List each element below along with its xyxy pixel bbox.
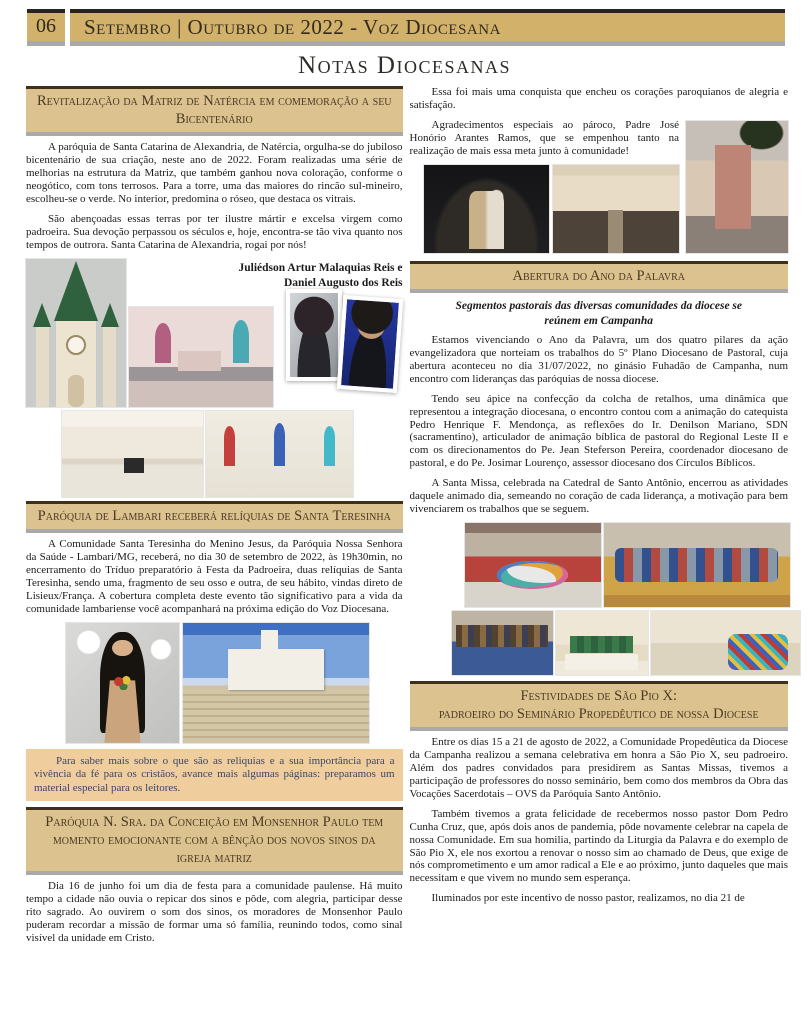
paragraph-sinos-cont-1: Essa foi mais uma conquista que encheu os corações paroquianos de alegria e satisfação.: [409, 86, 788, 111]
headline-sao-pio-x-line2: padroeiro do Seminário Propedêutico de nossa Diocese: [438, 705, 759, 722]
headline-sao-pio-x: [410, 681, 789, 731]
photo-stained-glass-wall: [206, 411, 353, 497]
paragraph-natercia-2: São abençoadas essas terras por ter ilustre mártir e excelsa virgem como padroeira. Sua devoção perpassou os séculos e, hoje, encontra-se tão viva quanto nos tempos de outrora. Santa Catarina de Alexandria, rogai por nós!: [26, 212, 403, 251]
left-column: [26, 84, 403, 952]
right-column: [410, 84, 789, 952]
photo-night-celebration-priests: [424, 165, 549, 253]
page-number: 06: [27, 9, 65, 46]
paragraph-lambari-1: A Comunidade Santa Teresinha do Menino Jesus, da Paróquia Nossa Senhora da Saúde - Lambari/MG, receberá, no dia 30 de setembro de 2022, às 19h30min, no encerramento do Tríduo preparatório à Festa da Padroeira, duas relíquias de Santa Teresinha, sendo uma, fragmento de seu osso e outra, de seu hábito, vindas direto de Lisieux/França. A cobertura completa deste evento tão significativo para a vida da comunidade lambariense você acompanhará na próxima edição do Voz Diocesana.: [26, 538, 403, 615]
photo-chapel-interior-pink: [129, 307, 273, 407]
edition-title: Setembro | Outubro de 2022 - Voz Diocesana: [70, 9, 785, 46]
sinos-continuation-block: [410, 119, 789, 259]
paragraph-natercia-1: A paróquia de Santa Catarina de Alexandria, de Natércia, orgulha-se do jubiloso bicentenário de sua criação, neste ano de 2022. Foram realizadas uma série de melhorias na estrutura da Matriz, que também ganhou nova coloração, conforme o neogótico, com tons terrosos. Para a torre, uma das maiores do rincão sul-mineiro, escolheu-se o verde. No interior, predomina o róseo, que destaca os vitrais.: [26, 141, 403, 205]
photo-portrait-daniel: [337, 295, 403, 393]
headline-ano-da-palavra: Abertura do Ano da Palavra: [410, 261, 789, 294]
photo-collage-natercia: [26, 259, 403, 499]
byline-line-1: Juliédson Artur Malaquias Reis e: [238, 261, 403, 274]
paragraph-palavra-3: A Santa Missa, celebrada na Catedral de Santo Antônio, encerrou as atividades daquele animado dia, semeando no coração de cada liderança, a motivação para bem vivenciarem os trabalhos que se seguem.: [409, 477, 788, 515]
photo-collage-ano-da-palavra: [410, 523, 789, 675]
paragraph-piox-3: Iluminados por este incentivo de nosso pastor, realizamos, no dia 21 de: [431, 892, 745, 905]
paragraph-palavra-2: Tendo seu ápice na confecção da colcha de retalhos, uma dinâmica que representou a integração diocesana, o encontro contou com a animação do catequista Pedro Henrique F. Mendonça, as reflexões do Ir. Denilson Mariano, SDN (sacramentino), articulador de animação bíblica de pastoral do Regional Leste II e com os direcionamentos do Pe. Jean Steferson Pereira, coordenador diocesano de pastoral, e do Pe. Josimar Lourenço, assessor diocesano dos Círculos Bíblicos.: [409, 392, 788, 470]
headline-lambari: Paróquia de Lambari receberá relíquias de Santa Teresinha: [26, 501, 403, 534]
photo-portrait-juliedson: [286, 289, 342, 381]
paragraph-palavra-1: Estamos vivenciando o Ano da Palavra, um dos quatro pilares da ação evangelizadora que norteiam os trabalhos do 5º Plano Diocesano de Pastoral, cuja abertura aconteceu no dia 31/07/2022, no ginásio Fuhadão de Campanha, num encontro com lideranças das paróquias de nossa diocese.: [409, 334, 788, 385]
photo-patchwork-quilt-group: [465, 523, 601, 607]
photo-mass-congregation-interior: [553, 165, 679, 253]
headline-sao-pio-x-line1: Festividades de São Pio X:: [520, 687, 677, 704]
photo-santa-teresinha-statue: [66, 623, 179, 743]
photo-church-on-hill: [183, 623, 369, 743]
photo-row-lambari: [26, 623, 403, 743]
photo-gym-assembly: [452, 611, 553, 675]
masthead: [27, 9, 785, 46]
photo-church-hall-interior: [62, 411, 203, 497]
headline-sinos: Paróquia N. Sra. da Conceição em Monsenhor Paulo tem momento emocionante com a bênção dos novos sinos da igreja matriz: [26, 807, 403, 875]
section-title: Notas Diocesanas: [298, 52, 511, 79]
photo-church-tower-green-spire: [26, 259, 126, 407]
photo-pink-church-palm-tree: [686, 121, 788, 253]
church-tower-graphic: [26, 259, 126, 407]
paragraph-sinos-cont-2: Agradecimentos especiais ao pároco, Padre José Honório Arantes Ramos, que se empenhou tanto na realização de mais essa meta junto à comunidade!: [409, 118, 679, 157]
headline-natercia: Revitalização da Matriz de Natércia em comemoração a seu Bicentenário: [26, 86, 403, 136]
byline-line-2: Daniel Augusto dos Reis: [283, 276, 403, 289]
photo-row-sinos: [424, 165, 680, 253]
photo-gym-group-lineup: [604, 523, 790, 607]
paragraph-sinos-1: Dia 16 de junho foi um dia de festa para a comunidade paulense. Há muito tempo a cidade não ouvia o repicar dos sinos e pôde, com alegria, participar desse rito sagrado. Ao ouvirem o som dos sinos, os moradores de Monsenhor Paulo puderam recordar a missão de formar uma só família, reunindo todos, como sinal visível da unidade em Cristo.: [26, 880, 403, 944]
columns: [0, 84, 809, 952]
byline-natercia: [239, 261, 403, 291]
highlight-note-reliquias: Para saber mais sobre o que são as reliquias e a sua importância para a vivência da fé para os cristãos, avance mais algumas páginas: preparamos um material especial para os leitores.: [26, 749, 403, 802]
subtitle-ano-da-palavra: Segmentos pastorais das diversas comunidades da diocese se reúnem em Campanha: [455, 300, 743, 328]
paragraph-piox-1: Entre os dias 15 a 21 de agosto de 2022, a Comunidade Propedêutica da Diocese da Campanha realizou a semana celebrativa em honra a São Pio X, seu padroeiro. Além dos padres convidados para presidirem as Santas Missas, tivemos a participação de professores do nosso seminário, bem como dos membros da Obra das Vocações Sacerdotais – OVS da Paróquia Santo Antônio.: [409, 736, 788, 800]
paragraph-piox-2: Também tivemos a grata felicidade de recebermos nosso pastor Dom Pedro Cunha Cruz, que, após dois anos de pandemia, pôde novamente celebrar na capela de nossa Comunidade. Em sua homilia, partindo da Liturgia da Palavra e do exemplo de São Pio X, ele nos exortou a renovar o nosso sim ao chamado de Deus, que exige de nós comprometimento e um amor radical a Ele e ao próximo, junto daqueles que mais necessitam e que vivem no mundo sem esperança.: [409, 807, 788, 885]
photo-altar-with-quilt: [651, 611, 800, 675]
photo-cathedral-mass-green-vestments: [556, 611, 648, 675]
